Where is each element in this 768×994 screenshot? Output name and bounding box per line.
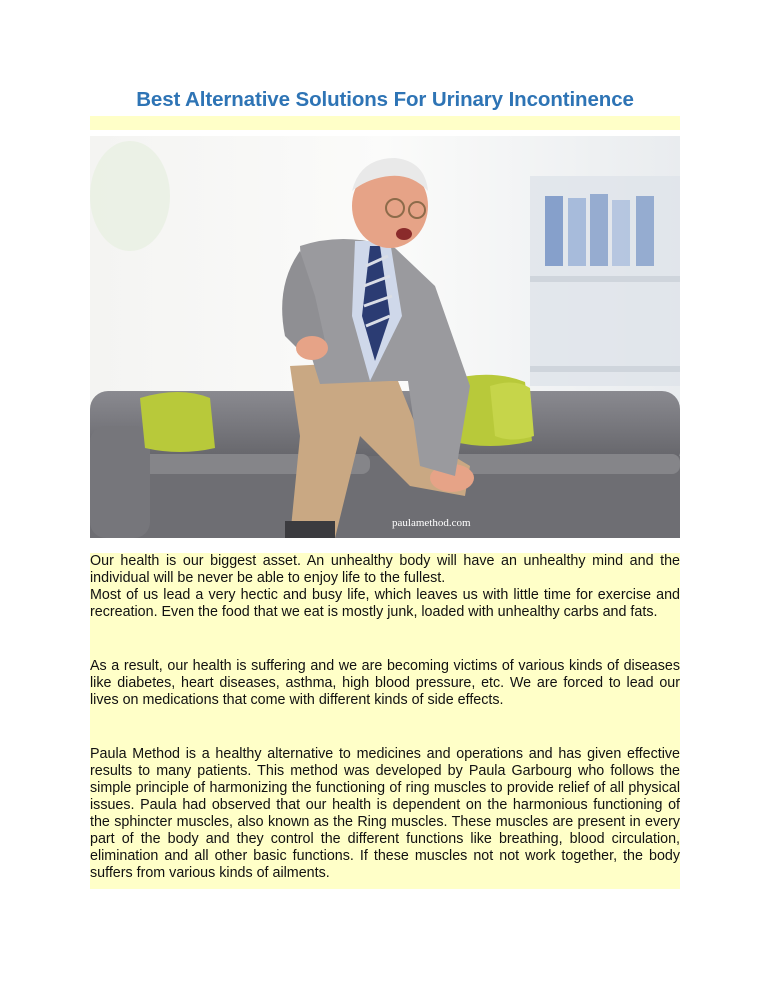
article-photo xyxy=(90,136,680,538)
document-title: Best Alternative Solutions For Urinary Incontinence xyxy=(136,88,634,111)
title-highlight-band xyxy=(90,116,680,130)
photo-watermark: paulamethod.com xyxy=(392,517,471,529)
text-block-paula-method xyxy=(90,729,680,889)
paragraph-3: As a result, our health is suffering and we are becoming victims of various kinds of diseases like diabetes, heart diseases, asthma, high blood pressure, etc. We are forced to lead our lives on medications that come with different kinds of side effects. xyxy=(90,658,680,708)
text-block-intro xyxy=(90,553,680,641)
text-block-result xyxy=(90,641,680,729)
paragraph-1: Our health is our biggest asset. An unhealthy body will have an unhealthy mind and the individual will be never be able to enjoy life to the fullest. xyxy=(90,553,680,586)
paragraph-4: Paula Method is a healthy alternative to medicines and operations and has given effective results to many patients. This method was developed by Paula Garbourg who follows the simple principle of harmonizing the functioning of ring muscles to provide relief of all physical issues. Paula had observed that our health is dependent on the harmonious functioning of the sphincter muscles, also known as the Ring muscles. These muscles are present in every part of the body and they control the different functions like breathing, blood circulation, elimination and all other basic functions. If these muscles not not work together, the body suffers from various kinds of ailments. xyxy=(90,746,680,881)
paragraph-2: Most of us lead a very hectic and busy life, which leaves us with little time for exercise and recreation. Even the food that we eat is mostly junk, loaded with unhealthy carbs and fats. xyxy=(90,587,680,620)
